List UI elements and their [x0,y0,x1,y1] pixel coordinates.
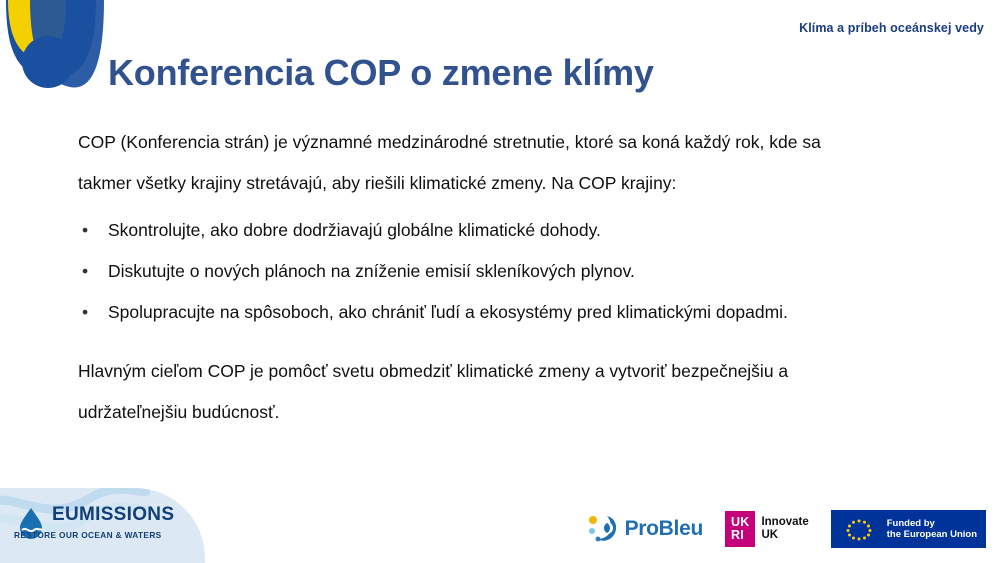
innovate-uk-text [761,516,808,542]
list-item [78,251,948,292]
eu-missions-badge [0,488,205,563]
eu-missions-subtitle: RESTORE OUR OCEAN & WATERS [14,530,162,540]
bullet-marker-icon: • [82,220,89,240]
bullet-list [78,210,948,333]
closing-paragraph: Hlavným cieľom COP je pomôcť svetu obmedziť klimatické zmeny a vytvoriť bezpečnejšiu a udržateľnejšiu budúcnosť. [78,361,789,422]
slide-body [78,122,948,433]
page-title: Konferencia COP o zmene klímy [108,52,654,93]
ukri-mark [725,511,755,547]
list-item-label: Diskutujte o nových plánoch na zníženie emisií skleníkových plynov. [108,261,635,281]
list-item-label: Spolupracujte na spôsoboch, ako chrániť ľudí a ekosystémy pred klimatickými dopadmi. [108,302,788,322]
probleu-mark-icon [585,512,619,546]
ukri-line1: UK [730,515,750,529]
probleu-wordmark: ProBleu [624,517,703,540]
eu-missions-title-eu: EU [52,504,79,525]
innovate-line1: Innovate [761,516,809,528]
list-item [78,210,948,251]
eu-flag-icon [838,515,880,543]
eu-missions-title-missions: MISSIONS [79,504,175,525]
eu-funding-logo [831,510,986,548]
ukri-innovate-logo [725,511,809,547]
eu-funding-line1: Funded by [886,517,935,529]
bullet-marker-icon: • [82,302,89,322]
header-subtitle: Klíma a príbeh oceánskej vedy [799,21,984,35]
intro-paragraph: COP (Konferencia strán) je významné medzinárodné stretnutie, ktoré sa koná každý rok, kde sa takmer všetky krajiny stretávajú, aby riešili klimatické zmeny. Na COP krajiny: [78,132,821,193]
probleu-logo [585,512,703,546]
footer-logo-row [585,509,986,549]
eu-funding-line2: the European Union [886,529,977,540]
ukri-line2: RI [730,528,744,542]
list-item-label: Skontrolujte, ako dobre dodržiavajú globálne klimatické dohody. [108,220,601,240]
brand-logo-mark [0,0,118,108]
wave-icon [0,0,118,108]
eu-funding-text [887,518,977,541]
innovate-line2: UK [761,529,779,541]
eu-missions-title [52,504,174,526]
bullet-marker-icon: • [82,261,89,281]
list-item [78,292,948,333]
